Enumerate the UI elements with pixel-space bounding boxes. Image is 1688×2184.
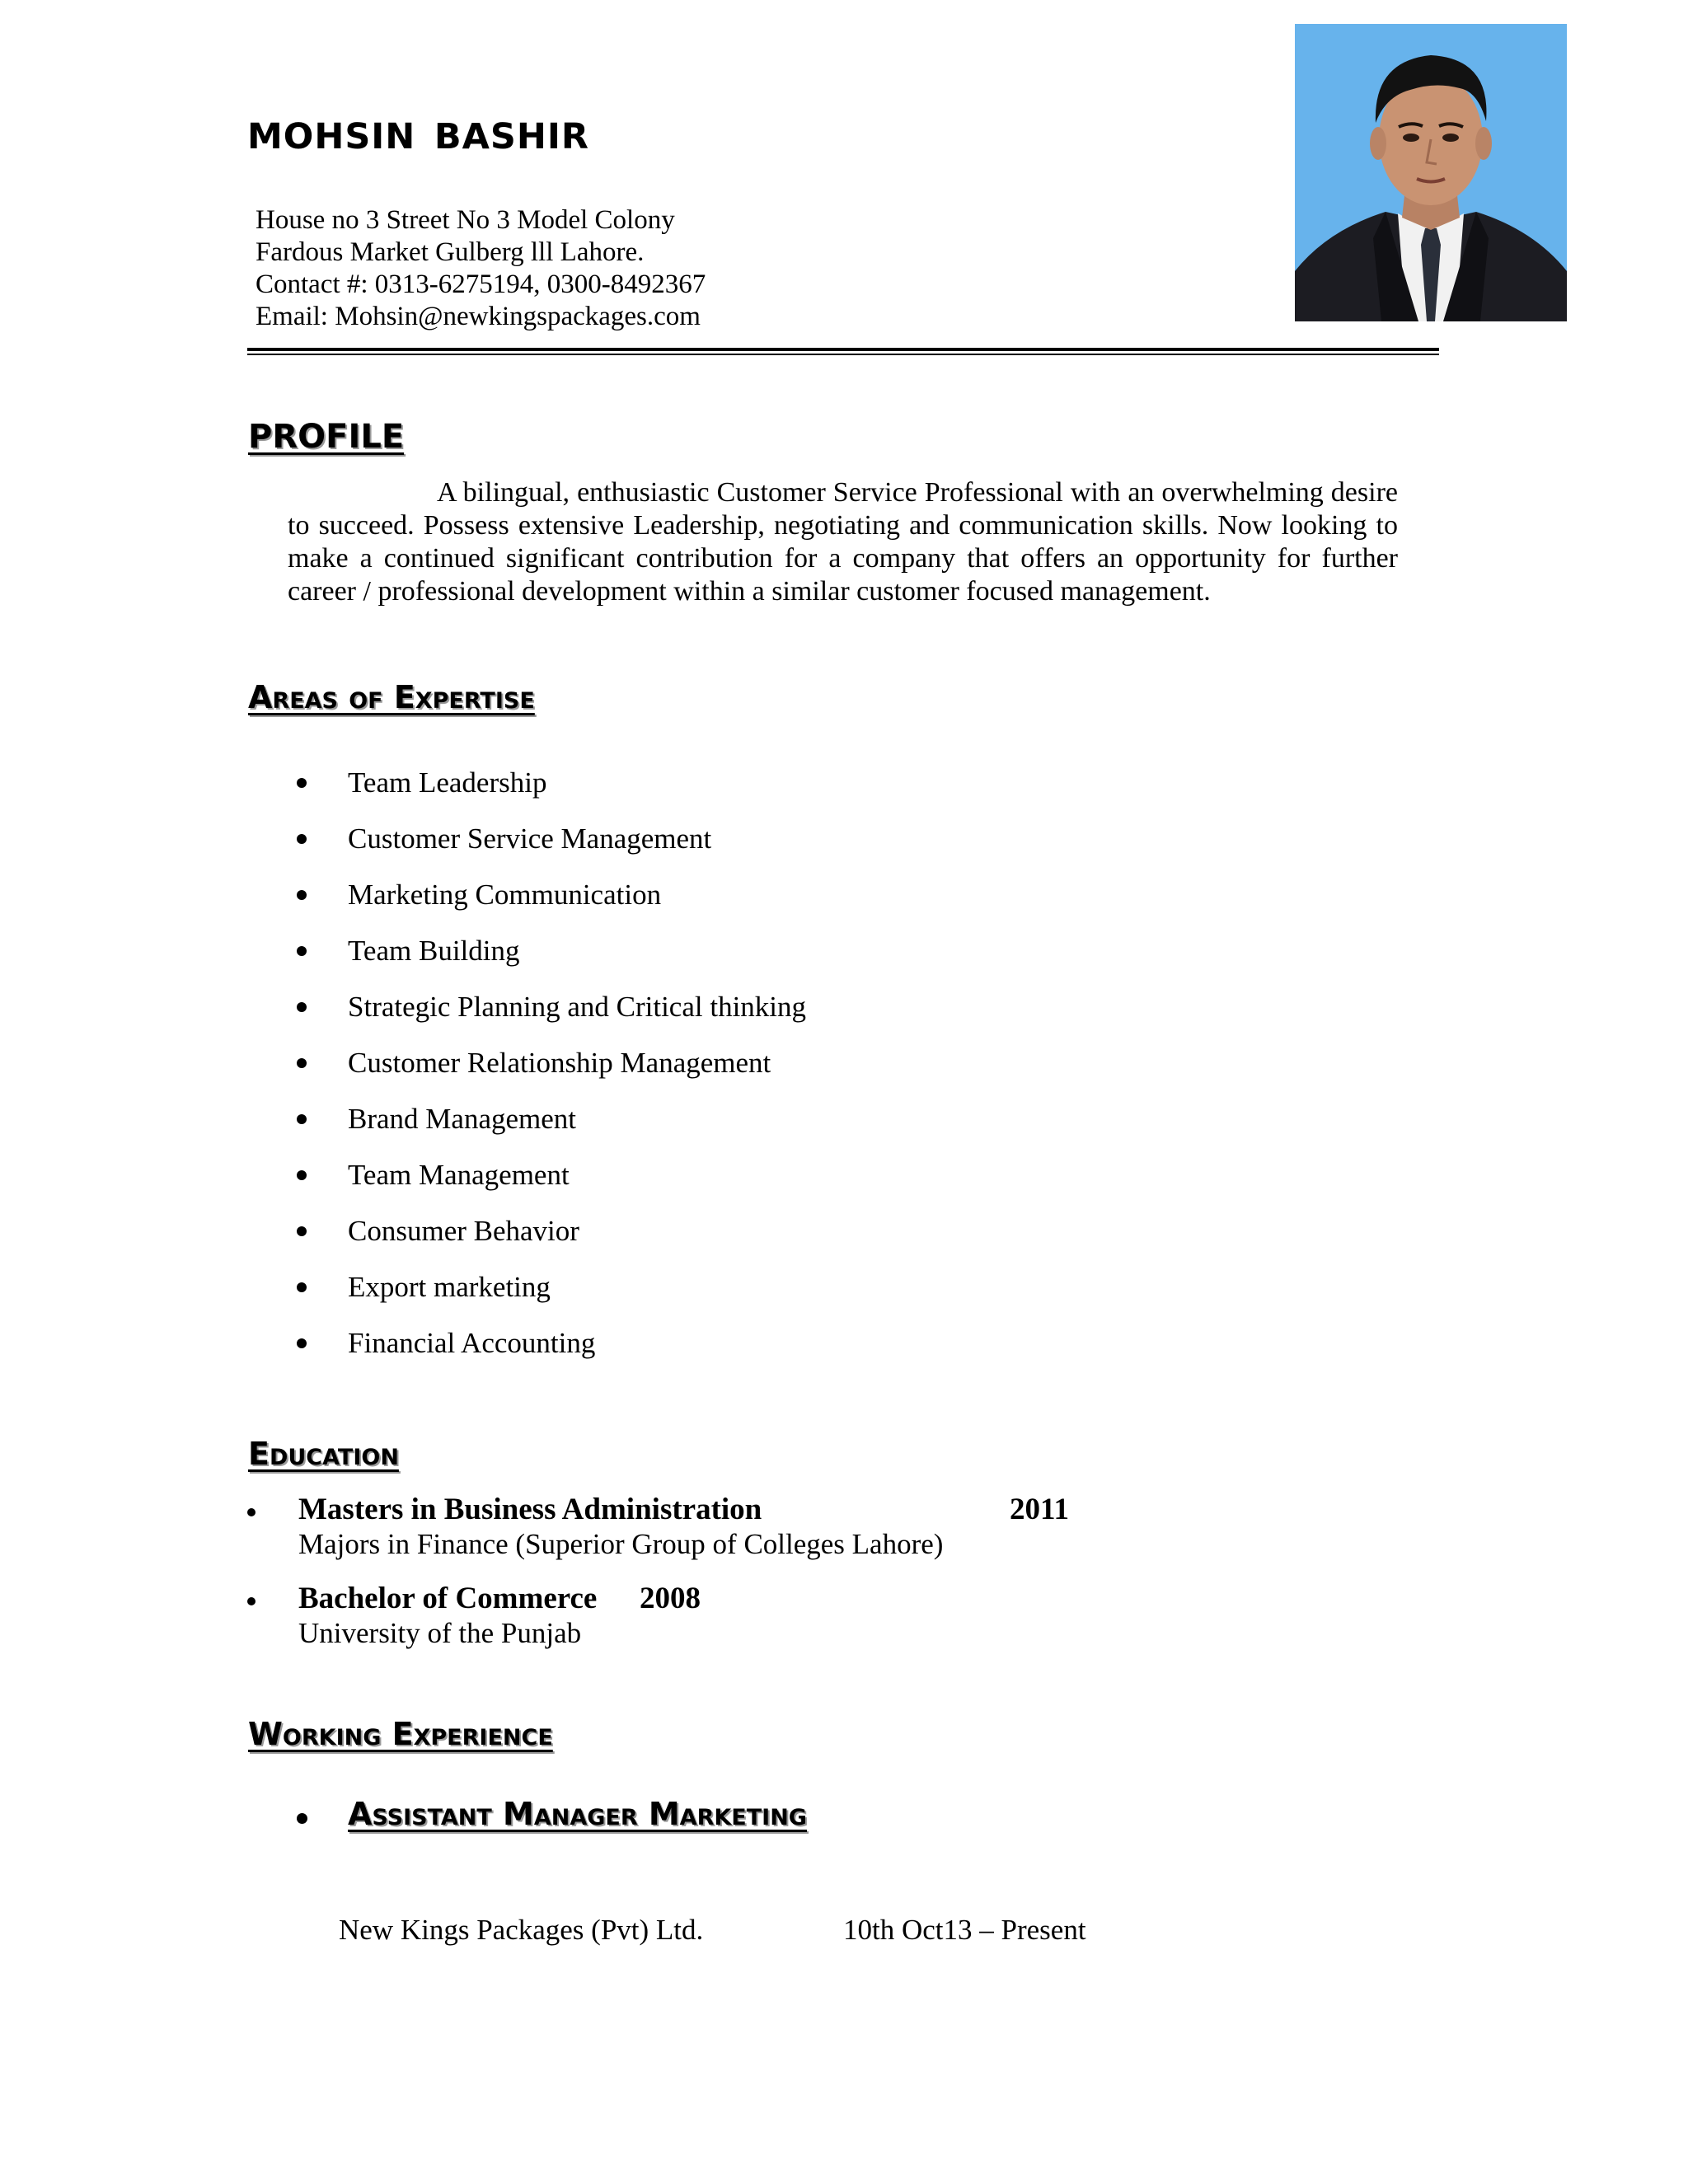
header-divider-thin	[247, 354, 1439, 355]
list-item	[297, 1327, 806, 1383]
expertise-item: Brand Management	[348, 1103, 576, 1135]
expertise-item: Customer Service Management	[348, 823, 712, 855]
address-line-2: Fardous Market Gulberg lll Lahore.	[256, 237, 645, 267]
profile-photo	[1295, 24, 1567, 321]
education-heading: Education	[248, 1436, 399, 1472]
expertise-item: Team Building	[348, 935, 520, 967]
company-name: New Kings Packages (Pvt) Ltd.	[339, 1914, 704, 1946]
degree-title: Bachelor of Commerce	[298, 1582, 598, 1615]
expertise-item: Marketing Communication	[348, 879, 662, 911]
bullet-icon	[297, 1338, 307, 1348]
list-item	[297, 879, 806, 935]
degree-detail: Majors in Finance (Superior Group of Colleges Lahore)	[298, 1528, 944, 1560]
list-item	[297, 766, 806, 823]
employment-period: 10th Oct13 – Present	[843, 1914, 1086, 1946]
expertise-item: Team Management	[348, 1159, 570, 1191]
header-divider-thick	[247, 348, 1439, 351]
list-item	[297, 1103, 806, 1159]
expertise-item: Strategic Planning and Critical thinking	[348, 991, 807, 1023]
list-item	[297, 823, 806, 879]
bullet-icon	[297, 946, 307, 956]
address-line-1: House no 3 Street No 3 Model Colony	[256, 205, 675, 235]
contact-block	[256, 204, 706, 333]
experience-heading: Working Experience	[248, 1716, 553, 1752]
expertise-item: Consumer Behavior	[348, 1215, 579, 1247]
expertise-item: Team Leadership	[348, 766, 547, 799]
bullet-icon	[297, 1813, 307, 1824]
degree-title: Masters in Business Administration	[298, 1493, 762, 1526]
expertise-heading: Areas of Expertise	[248, 679, 535, 715]
bullet-icon	[247, 1597, 256, 1605]
bullet-icon	[297, 890, 307, 900]
expertise-item: Customer Relationship Management	[348, 1047, 771, 1079]
bullet-icon	[297, 778, 307, 788]
candidate-name: mohsin bashir	[247, 101, 589, 161]
email-address: Email: Mohsin@newkingspackages.com	[256, 302, 701, 331]
profile-heading: PROFILE	[248, 418, 405, 456]
contact-numbers: Contact #: 0313-6275194, 0300-8492367	[256, 269, 706, 299]
bullet-icon	[297, 1058, 307, 1068]
bullet-icon	[297, 1282, 307, 1292]
list-item	[297, 1047, 806, 1103]
degree-year: 2008	[640, 1582, 701, 1615]
degree-detail: University of the Punjab	[298, 1617, 582, 1649]
expertise-item: Financial Accounting	[348, 1327, 596, 1359]
expertise-list	[297, 766, 806, 1383]
bullet-icon	[297, 1114, 307, 1124]
expertise-item: Export marketing	[348, 1271, 551, 1303]
job-title: Assistant Manager Marketing	[348, 1796, 807, 1832]
bullet-icon	[297, 1002, 307, 1012]
list-item	[297, 1271, 806, 1327]
bullet-icon	[297, 1170, 307, 1180]
list-item	[297, 1215, 806, 1271]
bullet-icon	[247, 1508, 256, 1516]
list-item	[297, 991, 806, 1047]
degree-year: 2011	[1010, 1493, 1069, 1526]
list-item	[297, 1159, 806, 1215]
profile-summary: A bilingual, enthusiastic Customer Service Professional with an overwhelming desire to succeed. Possess extensive Leadership, negotiating and communication skills. Now looking to make a continued significant contribution for a company that offers an opportunity for further career / professional development within a similar customer focused management.	[288, 477, 1398, 607]
bullet-icon	[297, 1226, 307, 1236]
list-item	[297, 935, 806, 991]
bullet-icon	[297, 834, 307, 844]
